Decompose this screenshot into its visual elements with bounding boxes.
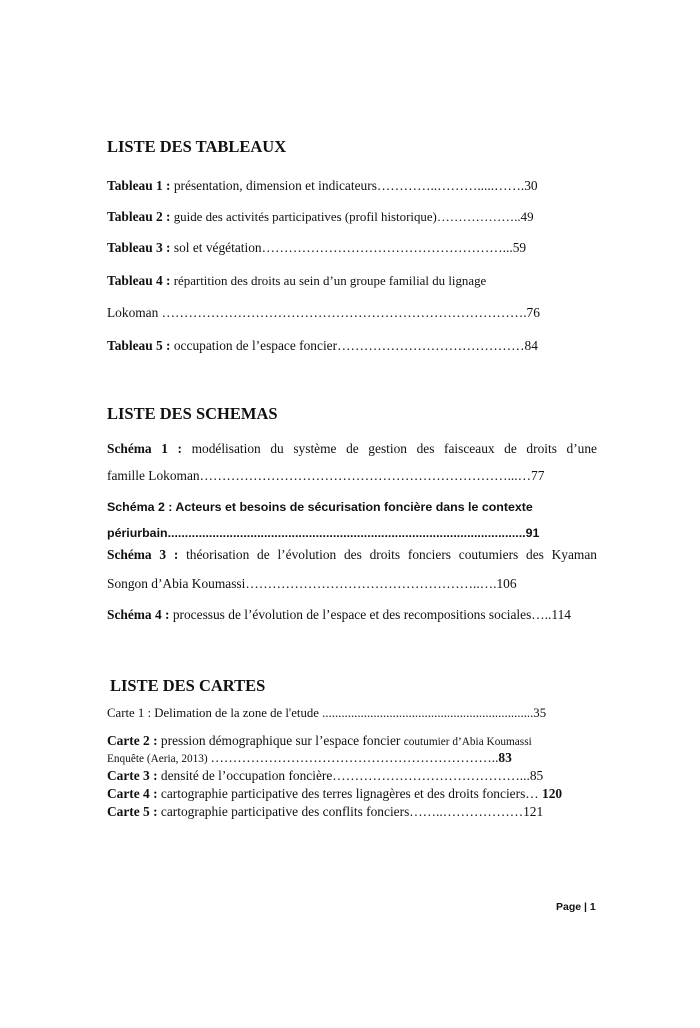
entry-label: Carte 4 : <box>107 786 158 801</box>
entry-text: sol et végétation………………………………………………...59 <box>170 240 527 255</box>
entry-text: processus de l’évolution de l’espace et des recompositions sociales…..114 <box>169 607 571 622</box>
toc-entry-tableau-5[interactable] <box>107 338 538 354</box>
toc-entry-carte-1[interactable] <box>107 706 546 721</box>
entry-label: Schéma 3 : <box>107 547 179 562</box>
entry-text: théorisation de l’évolution des droits fonciers coutumiers des Kyaman <box>178 547 597 562</box>
entry-text: densité de l’occupation foncière……………………………………...85 <box>157 768 544 783</box>
toc-entry-carte-2-cont[interactable] <box>107 750 512 766</box>
toc-entry-tableau-4-cont[interactable] <box>107 305 540 321</box>
entry-text: cartographie participative des conflits fonciers……..………………121 <box>157 804 544 819</box>
toc-entry-schema-2-cont[interactable] <box>107 526 539 540</box>
entry-label: Tableau 3 : <box>107 240 171 255</box>
entry-text: famille Lokoman……………………………………………………………...…77 <box>107 468 545 483</box>
entry-label: Carte 5 : <box>107 804 158 819</box>
entry-text: présentation, dimension et indicateurs…………..……….....…….30 <box>170 178 538 193</box>
toc-entry-schema-3[interactable] <box>107 547 597 563</box>
toc-entry-tableau-3[interactable] <box>107 240 526 256</box>
toc-entry-schema-3-cont[interactable] <box>107 576 517 592</box>
toc-entry-carte-2[interactable] <box>107 733 532 749</box>
toc-entry-carte-5[interactable] <box>107 804 543 820</box>
entry-text: répartition des droits au sein d’un groupe familial du lignage <box>170 274 487 288</box>
entry-text-small: Enquête (Aeria, 2013) <box>107 753 211 765</box>
entry-text: ……………………………………………………….. <box>210 750 499 765</box>
entry-label: Tableau 5 : <box>107 338 171 353</box>
toc-entry-carte-4[interactable] <box>107 786 562 802</box>
toc-entry-schema-2[interactable] <box>107 500 533 514</box>
toc-entry-tableau-2[interactable] <box>107 209 534 225</box>
toc-entry-tableau-4[interactable] <box>107 273 486 289</box>
entry-label: Tableau 4 : <box>107 273 171 288</box>
entry-label: Schéma 1 : <box>107 441 182 456</box>
entry-text-small: coutumier d’Abia Koumassi <box>403 736 532 748</box>
entry-text: Lokoman ……………………………………………………………………….76 <box>107 305 540 320</box>
entry-label: Tableau 2 : <box>107 209 171 224</box>
entry-text: pression démographique sur l’espace foncier <box>157 733 404 748</box>
entry-text: périurbain........................................................................................................91 <box>107 526 540 540</box>
entry-text: occupation de l’espace foncier……………………………………84 <box>170 338 538 353</box>
toc-entry-schema-4[interactable] <box>107 607 571 623</box>
entry-text: modélisation du système de gestion des faisceaux de droits d’une <box>181 441 597 456</box>
entry-text: Carte 1 : Delimation de la zone de l'etude ..................................................................35 <box>107 706 547 720</box>
toc-entry-schema-1[interactable] <box>107 441 597 457</box>
entry-text: Songon d’Abia Koumassi……………………………………………..….106 <box>107 576 517 591</box>
toc-entry-schema-1-cont[interactable] <box>107 468 544 484</box>
toc-entry-carte-3[interactable] <box>107 768 543 784</box>
entry-label: Carte 3 : <box>107 768 158 783</box>
entry-label: Tableau 1 : <box>107 178 171 193</box>
entry-label: Carte 2 : <box>107 733 158 748</box>
entry-page: 120 <box>542 786 563 801</box>
section-title-tableaux: LISTE DES TABLEAUX <box>107 137 287 156</box>
section-title-cartes: LISTE DES CARTES <box>110 676 266 695</box>
section-title-schemas: LISTE DES SCHEMAS <box>107 404 278 423</box>
entry-text: Schéma 2 : Acteurs et besoins de sécurisation foncière dans le contexte <box>107 500 533 514</box>
entry-page: 83 <box>498 750 512 765</box>
entry-label: Schéma 4 : <box>107 607 170 622</box>
toc-entry-tableau-1[interactable] <box>107 178 538 194</box>
entry-text: cartographie participative des terres lignagères et des droits fonciers… <box>157 786 543 801</box>
page-number: Page | 1 <box>556 901 596 913</box>
entry-text: guide des activités participatives (profil historique)………………..49 <box>170 210 534 224</box>
